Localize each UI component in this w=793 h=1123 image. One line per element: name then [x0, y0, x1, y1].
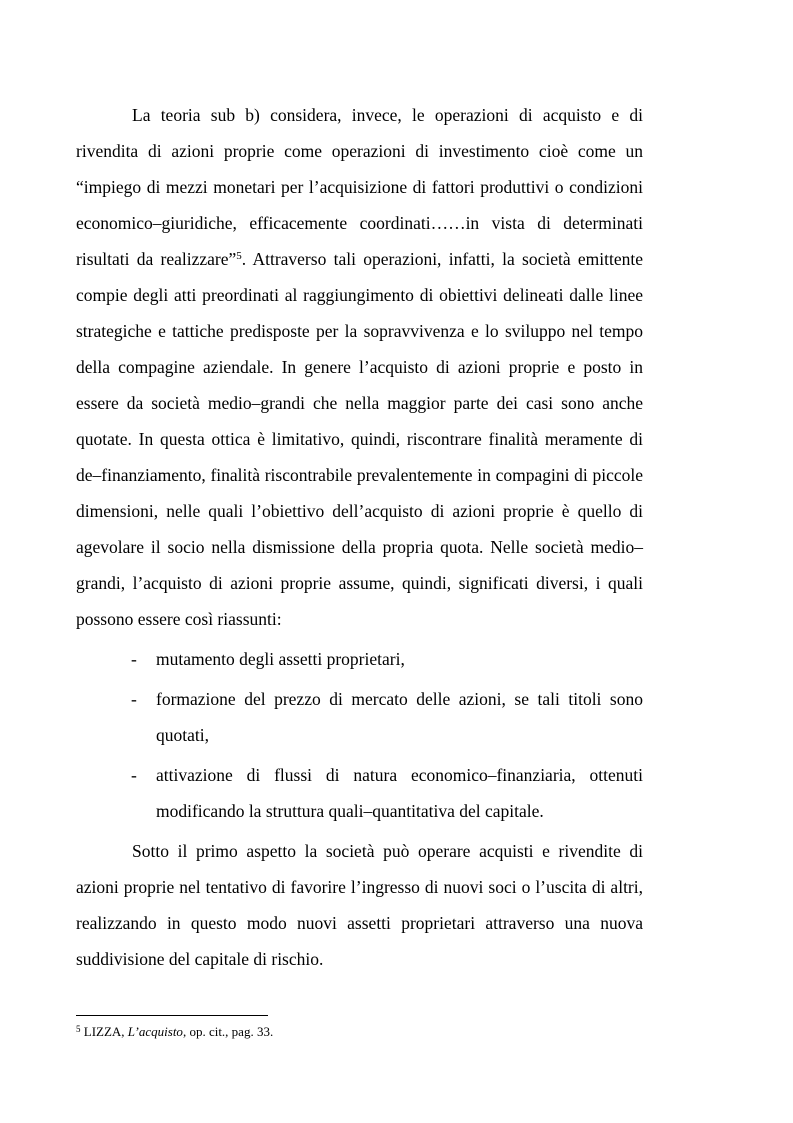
- footnote-number: 5: [76, 1024, 81, 1034]
- list-dash: -: [131, 649, 137, 669]
- body-text: [76, 97, 643, 977]
- footnote-citation: , op. cit., pag. 33.: [182, 1024, 274, 1039]
- footnote-reference: 5: [236, 250, 242, 262]
- paragraph-1-text-a: La teoria sub b) considera, invece, le operazioni di acquisto e di rivendita di azioni proprie come operazioni di investimento cioè come un “impiego di mezzi monetari per l’acquisizione di fattori produttivi o condizioni economico–giuridiche, efficacemente coordinati……in vista di determinati risultati da realizzare”: [76, 105, 643, 269]
- list-dash: -: [131, 689, 137, 709]
- list-dash: -: [131, 765, 137, 785]
- list-item: [76, 681, 643, 753]
- footnote: [76, 1024, 643, 1040]
- paragraph-1: [76, 97, 643, 637]
- footnote-author: LIZZA,: [83, 1024, 125, 1039]
- list-item-text: formazione del prezzo di mercato delle azioni, se tali titoli sono quotati,: [156, 689, 643, 745]
- list-item-text: mutamento degli assetti proprietari,: [156, 649, 405, 669]
- list-item: [76, 641, 643, 677]
- footnote-title: L’acquisto: [127, 1024, 183, 1039]
- paragraph-2: Sotto il primo aspetto la società può operare acquisti e rivendite di azioni proprie nel tentativo di favorire l’ingresso di nuovi soci o l’uscita di altri, realizzando in questo modo nuovi assetti proprietari attraverso una nuova suddivisione del capitale di rischio.: [76, 841, 643, 969]
- paragraph-1-text-b: . Attraverso tali operazioni, infatti, la società emittente compie degli atti preordinati al raggiungimento di obiettivi delineati dalle linee strategiche e tattiche predisposte per la sopravvivenza e lo sviluppo nel tempo della compagine aziendale. In genere l’acquisto di azioni proprie e posto in essere da società medio–grandi che nella maggior parte dei casi sono anche quotate. In questa ottica è limitativo, quindi, riscontrare finalità meramente di de–finanziamento, finalità riscontrabile prevalentemente in compagini di piccole dimensioni, nelle quali l’obiettivo dell’acquisto di azioni proprie è quello di agevolare il socio nella dismissione della propria quota. Nelle società medio–grandi, l’acquisto di azioni proprie assume, quindi, significati diversi, i quali possono essere così riassunti:: [76, 249, 644, 629]
- bullet-list: [76, 641, 643, 829]
- list-item-text: attivazione di flussi di natura economico–finanziaria, ottenuti modificando la struttura quali–quantitativa del capitale.: [156, 765, 643, 821]
- list-item: [76, 757, 643, 829]
- footnote-divider: [76, 1015, 268, 1016]
